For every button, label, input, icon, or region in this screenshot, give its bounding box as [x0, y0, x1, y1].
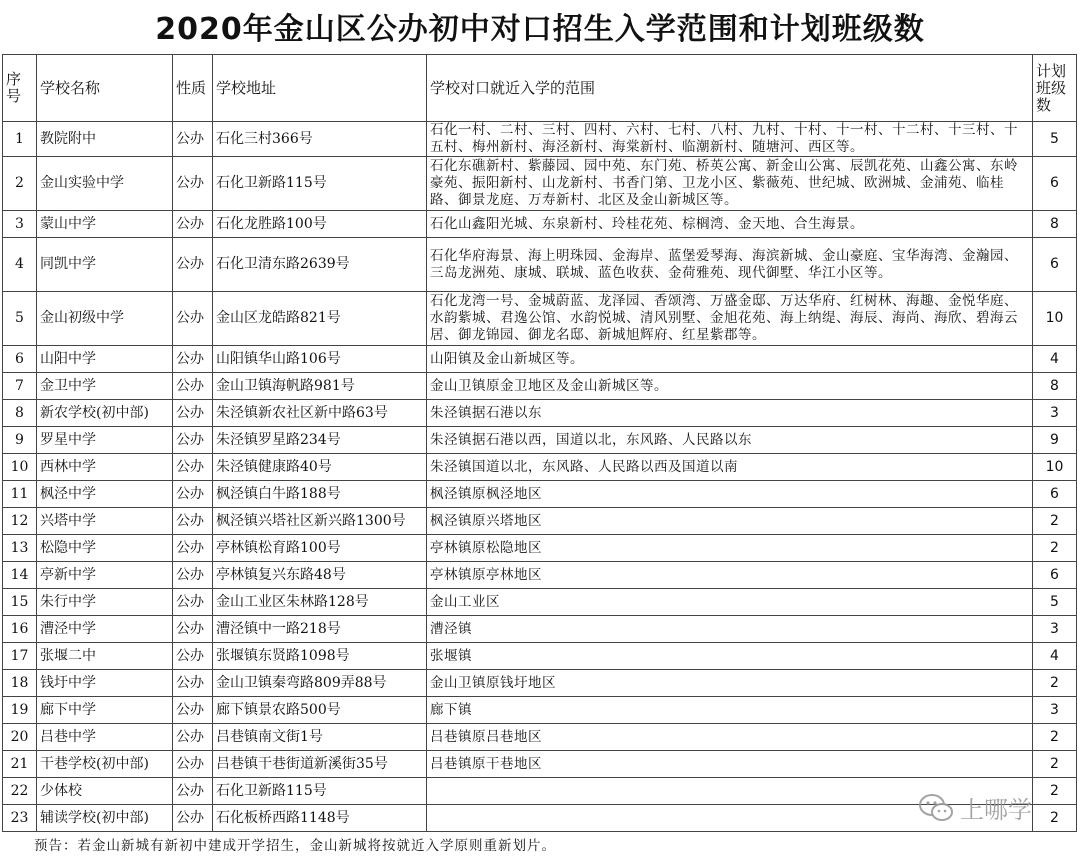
- table-row: [3, 589, 1077, 616]
- cell-classes: 2: [1033, 751, 1077, 778]
- cell-scope: 金山工业区: [427, 589, 1033, 616]
- watermark: [918, 790, 1032, 825]
- cell-name: 同凯中学: [37, 238, 173, 292]
- cell-address: 朱泾镇新农社区新中路63号: [213, 400, 427, 427]
- cell-classes: 6: [1033, 238, 1077, 292]
- cell-classes: 6: [1033, 481, 1077, 508]
- cell-address: 亭林镇松育路100号: [213, 535, 427, 562]
- header-address: 学校地址: [213, 55, 427, 122]
- cell-scope: 亭林镇原松隐地区: [427, 535, 1033, 562]
- cell-name: 枫泾中学: [37, 481, 173, 508]
- cell-no: 23: [3, 805, 37, 832]
- cell-address: 山阳镇华山路106号: [213, 346, 427, 373]
- cell-name: 兴塔中学: [37, 508, 173, 535]
- cell-classes: 5: [1033, 589, 1077, 616]
- cell-name: 山阳中学: [37, 346, 173, 373]
- cell-name: 钱圩中学: [37, 670, 173, 697]
- cell-no: 21: [3, 751, 37, 778]
- cell-classes: 2: [1033, 724, 1077, 751]
- table-row: [3, 751, 1077, 778]
- header-no: 序号: [3, 55, 37, 122]
- cell-address: 石化板桥西路1148号: [213, 805, 427, 832]
- cell-name: 金卫中学: [37, 373, 173, 400]
- cell-name: 张堰二中: [37, 643, 173, 670]
- cell-no: 10: [3, 454, 37, 481]
- cell-address: 石化龙胜路100号: [213, 211, 427, 238]
- cell-scope: 石化龙湾一号、金城蔚蓝、龙泽园、香颂湾、万盛金邸、万达华府、红树林、海趣、金悦华庭、水韵紫城、君逸公馆、水韵悦城、清风别墅、金旭花苑、海上纳缇、海辰、海尚、海欣、碧海云居、御龙锦园、御龙名邸、新城旭辉府、红星紫郡等。: [427, 292, 1033, 346]
- table-row: [3, 697, 1077, 724]
- page-title: 2020年金山区公办初中对口招生入学范围和计划班级数: [155, 12, 925, 47]
- cell-type: 公办: [173, 643, 213, 670]
- cell-type: 公办: [173, 508, 213, 535]
- cell-no: 14: [3, 562, 37, 589]
- cell-address: 枫泾镇兴塔社区新兴路1300号: [213, 508, 427, 535]
- admission-table: [2, 54, 1077, 832]
- header-classes: 计划班级数: [1033, 55, 1077, 122]
- cell-type: 公办: [173, 481, 213, 508]
- cell-classes: 10: [1033, 292, 1077, 346]
- cell-no: 12: [3, 508, 37, 535]
- cell-scope: 张堰镇: [427, 643, 1033, 670]
- cell-address: 朱泾镇罗星路234号: [213, 427, 427, 454]
- watermark-text: 上哪学: [960, 796, 1032, 824]
- cell-classes: 4: [1033, 346, 1077, 373]
- table-row: [3, 508, 1077, 535]
- cell-scope: 朱泾镇据石港以西，国道以北，东风路、人民路以东: [427, 427, 1033, 454]
- cell-no: 16: [3, 616, 37, 643]
- cell-no: 9: [3, 427, 37, 454]
- cell-type: 公办: [173, 400, 213, 427]
- cell-no: 3: [3, 211, 37, 238]
- cell-type: 公办: [173, 697, 213, 724]
- table-row: [3, 805, 1077, 832]
- table-row: [3, 670, 1077, 697]
- cell-classes: 2: [1033, 778, 1077, 805]
- cell-scope: 吕巷镇原吕巷地区: [427, 724, 1033, 751]
- cell-no: 19: [3, 697, 37, 724]
- cell-type: 公办: [173, 427, 213, 454]
- table-row: [3, 616, 1077, 643]
- table-row: [3, 373, 1077, 400]
- cell-scope: 廊下镇: [427, 697, 1033, 724]
- cell-type: 公办: [173, 211, 213, 238]
- cell-scope: 金山卫镇原钱圩地区: [427, 670, 1033, 697]
- header-scope: 学校对口就近入学的范围: [427, 55, 1033, 122]
- table-row: [3, 238, 1077, 292]
- cell-type: 公办: [173, 535, 213, 562]
- cell-type: 公办: [173, 454, 213, 481]
- cell-scope: 漕泾镇: [427, 616, 1033, 643]
- cell-no: 6: [3, 346, 37, 373]
- cell-name: 干巷学校(初中部): [37, 751, 173, 778]
- table-row: [3, 562, 1077, 589]
- cell-classes: 5: [1033, 122, 1077, 157]
- table-row: [3, 643, 1077, 670]
- cell-classes: 8: [1033, 211, 1077, 238]
- cell-address: 廊下镇景农路500号: [213, 697, 427, 724]
- cell-no: 8: [3, 400, 37, 427]
- table-row: [3, 346, 1077, 373]
- header-name: 学校名称: [37, 55, 173, 122]
- table-row: [3, 211, 1077, 238]
- cell-classes: 2: [1033, 508, 1077, 535]
- cell-name: 朱行中学: [37, 589, 173, 616]
- cell-type: 公办: [173, 157, 213, 211]
- cell-scope: 石化一村、二村、三村、四村、六村、七村、八村、九村、十村、十一村、十二村、十三村、十五村、梅州新村、海泾新村、海棠新村、临潮新村、随塘河、西区等。: [427, 122, 1033, 157]
- cell-type: 公办: [173, 562, 213, 589]
- table-row: [3, 292, 1077, 346]
- cell-classes: 2: [1033, 670, 1077, 697]
- cell-name: 漕泾中学: [37, 616, 173, 643]
- footnote: 预告：若金山新城有新初中建成开学招生，金山新城将按就近入学原则重新划片。: [34, 838, 556, 854]
- cell-classes: 3: [1033, 697, 1077, 724]
- cell-type: 公办: [173, 373, 213, 400]
- cell-no: 22: [3, 778, 37, 805]
- cell-address: 石化三村366号: [213, 122, 427, 157]
- cell-scope: 朱泾镇国道以北，东风路、人民路以西及国道以南: [427, 454, 1033, 481]
- cell-no: 2: [3, 157, 37, 211]
- table-body: [3, 122, 1077, 832]
- cell-no: 1: [3, 122, 37, 157]
- cell-name: 金山初级中学: [37, 292, 173, 346]
- cell-no: 17: [3, 643, 37, 670]
- cell-scope: 山阳镇及金山新城区等。: [427, 346, 1033, 373]
- table-row: [3, 454, 1077, 481]
- cell-scope: 石化东礁新村、紫藤园、园中苑、东门苑、桥英公寓、新金山公寓、辰凯花苑、山鑫公寓、东岭豪苑、振阳新村、山龙新村、书香门第、卫龙小区、紫薇苑、世纪城、欧洲城、金浦苑、临桂路、御景龙庭、万寿新村、北区及金山新城区等。: [427, 157, 1033, 211]
- header-row: [3, 55, 1077, 122]
- cell-address: 金山区龙皓路821号: [213, 292, 427, 346]
- cell-type: 公办: [173, 670, 213, 697]
- cell-name: 廊下中学: [37, 697, 173, 724]
- cell-address: 亭林镇复兴东路48号: [213, 562, 427, 589]
- cell-type: 公办: [173, 292, 213, 346]
- cell-type: 公办: [173, 346, 213, 373]
- cell-scope: 枫泾镇原枫泾地区: [427, 481, 1033, 508]
- header-type: 性质: [173, 55, 213, 122]
- cell-type: 公办: [173, 751, 213, 778]
- cell-no: 4: [3, 238, 37, 292]
- cell-scope: 亭林镇原亭林地区: [427, 562, 1033, 589]
- table-row: [3, 427, 1077, 454]
- cell-name: 吕巷中学: [37, 724, 173, 751]
- cell-type: 公办: [173, 805, 213, 832]
- cell-address: 吕巷镇南文街1号: [213, 724, 427, 751]
- cell-no: 13: [3, 535, 37, 562]
- table-row: [3, 157, 1077, 211]
- cell-type: 公办: [173, 724, 213, 751]
- cell-address: 金山卫镇海帆路981号: [213, 373, 427, 400]
- table-row: [3, 724, 1077, 751]
- cell-address: 张堰镇东贤路1098号: [213, 643, 427, 670]
- cell-type: 公办: [173, 238, 213, 292]
- cell-type: 公办: [173, 589, 213, 616]
- cell-address: 吕巷镇干巷街道新溪街35号: [213, 751, 427, 778]
- cell-classes: 9: [1033, 427, 1077, 454]
- cell-scope: 石化华府海景、海上明珠园、金海岸、蓝堡爱琴海、海滨新城、金山豪庭、宝华海湾、金瀚园、三岛龙洲苑、康城、联城、蓝色收获、金荷雅苑、现代御墅、华江小区等。: [427, 238, 1033, 292]
- cell-classes: 10: [1033, 454, 1077, 481]
- table-row: [3, 400, 1077, 427]
- cell-address: 石化卫清东路2639号: [213, 238, 427, 292]
- cell-name: 亭新中学: [37, 562, 173, 589]
- cell-scope: 金山卫镇原金卫地区及金山新城区等。: [427, 373, 1033, 400]
- cell-scope: 朱泾镇据石港以东: [427, 400, 1033, 427]
- cell-type: 公办: [173, 778, 213, 805]
- cell-name: 教院附中: [37, 122, 173, 157]
- cell-classes: 3: [1033, 400, 1077, 427]
- cell-type: 公办: [173, 616, 213, 643]
- cell-name: 少体校: [37, 778, 173, 805]
- cell-classes: 4: [1033, 643, 1077, 670]
- table-row: [3, 535, 1077, 562]
- cell-address: 枫泾镇白牛路188号: [213, 481, 427, 508]
- cell-scope: 吕巷镇原干巷地区: [427, 751, 1033, 778]
- cell-address: 漕泾镇中一路218号: [213, 616, 427, 643]
- cell-classes: 3: [1033, 616, 1077, 643]
- cell-no: 15: [3, 589, 37, 616]
- cell-no: 7: [3, 373, 37, 400]
- cell-name: 新农学校(初中部): [37, 400, 173, 427]
- cell-name: 金山实验中学: [37, 157, 173, 211]
- cell-scope: 枫泾镇原兴塔地区: [427, 508, 1033, 535]
- table-row: [3, 481, 1077, 508]
- cell-classes: 2: [1033, 535, 1077, 562]
- cell-classes: 6: [1033, 157, 1077, 211]
- table-row: [3, 122, 1077, 157]
- table-row: [3, 778, 1077, 805]
- cell-name: 西林中学: [37, 454, 173, 481]
- cell-classes: 2: [1033, 805, 1077, 832]
- cell-scope: 石化山鑫阳光城、东泉新村、玲桂花苑、棕榈湾、金天地、合生海景。: [427, 211, 1033, 238]
- cell-type: 公办: [173, 122, 213, 157]
- cell-name: 松隐中学: [37, 535, 173, 562]
- cell-address: 金山卫镇秦弯路809弄88号: [213, 670, 427, 697]
- cell-name: 蒙山中学: [37, 211, 173, 238]
- wechat-icon: [918, 793, 954, 823]
- cell-address: 石化卫新路115号: [213, 157, 427, 211]
- cell-name: 罗星中学: [37, 427, 173, 454]
- cell-no: 11: [3, 481, 37, 508]
- cell-no: 5: [3, 292, 37, 346]
- cell-classes: 6: [1033, 562, 1077, 589]
- cell-address: 朱泾镇健康路40号: [213, 454, 427, 481]
- cell-name: 辅读学校(初中部): [37, 805, 173, 832]
- cell-address: 石化卫新路115号: [213, 778, 427, 805]
- cell-classes: 8: [1033, 373, 1077, 400]
- cell-no: 18: [3, 670, 37, 697]
- cell-address: 金山工业区朱林路128号: [213, 589, 427, 616]
- cell-no: 20: [3, 724, 37, 751]
